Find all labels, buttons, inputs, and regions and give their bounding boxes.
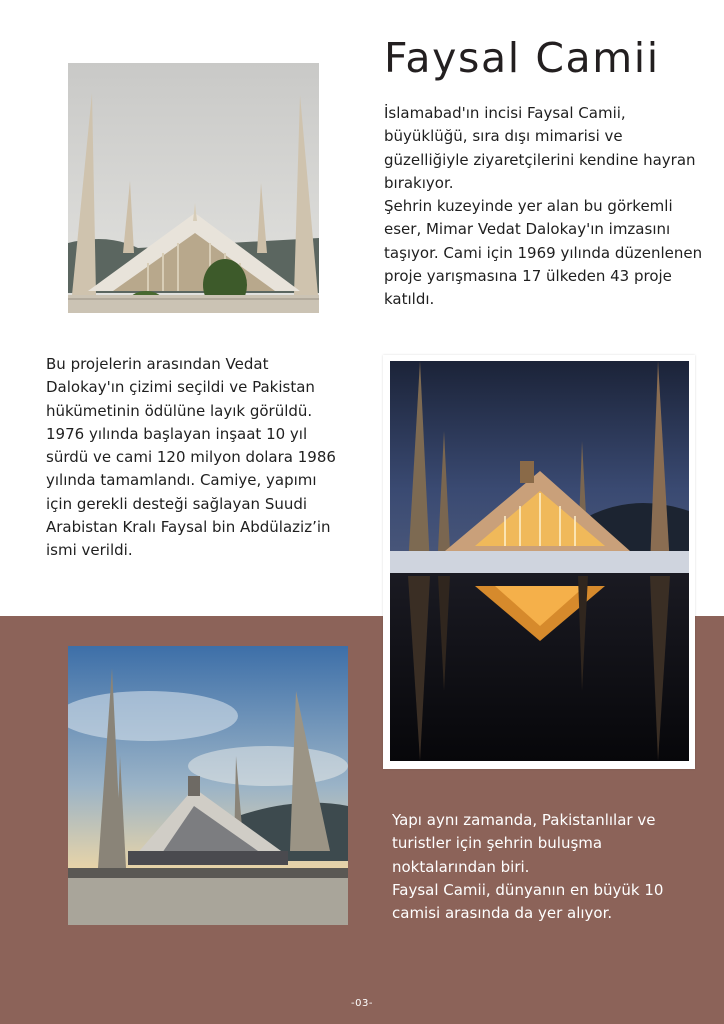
closing-paragraph xyxy=(392,809,692,925)
closing-text-1: Yapı aynı zamanda, Pakistanlılar ve turistler için şehrin buluşma noktalarından biri. xyxy=(392,811,656,876)
closing-text-2: Faysal Camii, dünyanın en büyük 10 camisi arasında da yer alıyor. xyxy=(392,880,664,923)
intro-text-1: İslamabad'ın incisi Faysal Camii, büyüklüğü, sıra dışı mimarisi ve güzelliğiyle ziyaretçilerini kendine hayran bırakıyor. xyxy=(384,104,696,192)
mosque-photo-night xyxy=(390,361,689,761)
history-paragraph xyxy=(46,353,346,563)
intro-paragraph xyxy=(384,102,704,312)
intro-text-2: Şehrin kuzeyinde yer alan bu görkemli eser, Mimar Vedat Dalokay'ın imzasını taşıyor. Cami için 1969 yılında düzenlenen proje yarışmasına 17 ülkeden 43 proje katıldı. xyxy=(384,197,703,309)
history-text: Bu projelerin arasından Vedat Dalokay'ın çizimi seçildi ve Pakistan hükümetinin ödülüne layık görüldü. 1976 yılında başlayan inşaat 10 yıl sürdü ve cami 120 milyon dolara 1986 yılında tamamlandı. Camiye, yapımı için gerekli desteği sağlayan Suudi Arabistan Kralı Faysal bin Abdülaziz’in ismi verildi. xyxy=(46,355,336,560)
page-number: -03- xyxy=(351,998,373,1009)
mosque-photo-sky xyxy=(68,646,348,925)
mosque-photo-day xyxy=(68,63,319,313)
page-title: Faysal Camii xyxy=(384,34,660,82)
